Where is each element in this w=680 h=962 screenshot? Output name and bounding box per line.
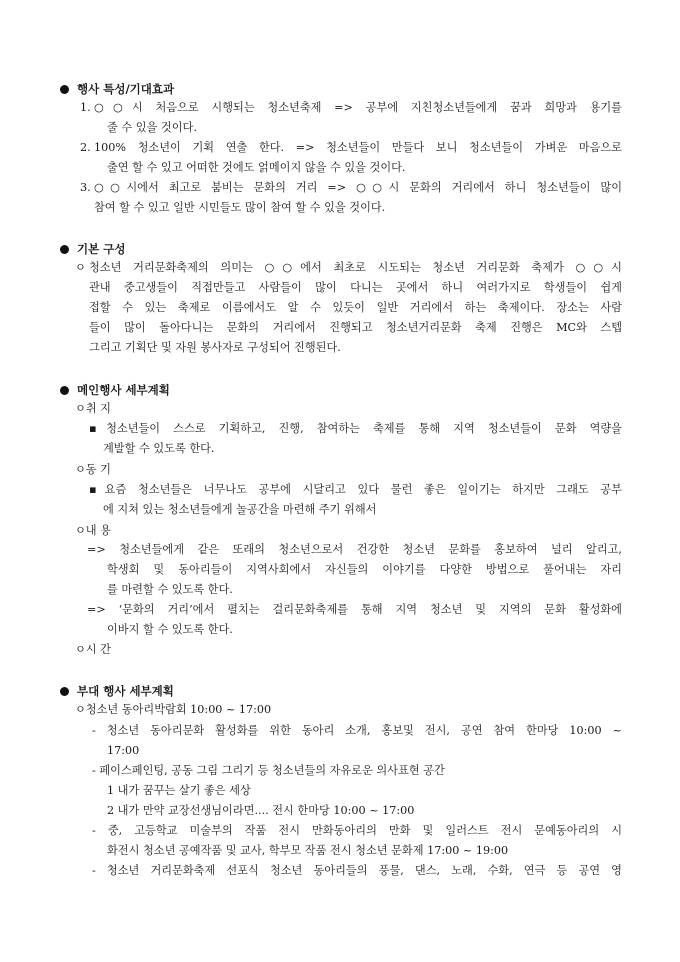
detail-line: - 중, 고등학교 미술부의 작품 전시 만화동아리의 만화 및 일러스트 전시 문예동아리의 시 — [92, 824, 622, 837]
feature-item-line: 줄 수 있을 것이다. — [107, 121, 197, 134]
circle-marker: ㅇ — [75, 261, 86, 274]
content-line: => 청소년들에게 같은 또래의 청소년으로서 건강한 청소년 문화를 홍보하여 널리 알리고, — [87, 543, 622, 556]
detail-line: - 청소년 동아리문화 활성화를 위한 동아리 소개, 홍보및 전시, 공연 참여 한마당 10:00 ~ — [92, 724, 622, 737]
feature-item-line: 참여 할 수 있고 일반 시민들도 많이 참여 할 수 있을 것이다. — [94, 201, 386, 214]
motive-label: ㅇ동 기 — [75, 463, 111, 476]
paragraph-line: 들이 많이 돌아다니는 문화의 거리에서 진행되고 청소년거리문화 축제 진행은 MC와 스텝 — [89, 321, 622, 334]
motive-line: 에 지쳐 있는 청소년들에게 놀공간을 마련해 주기 위해서 — [103, 503, 377, 516]
feature-item-line: 100% 청소년이 기획 연출 한다. => 청소년들이 만들다 보니 청소년들이 가벼운 마음으로 — [94, 141, 622, 154]
section-heading-features: 행사 특성/기대효과 — [60, 80, 174, 98]
content-line: => ‘문화의 거리’에서 펼치는 걸리문화축제를 통해 지역 청소년 및 지역의 문화 활성화에 — [87, 603, 622, 616]
content-line: 이바지 할 수 있도록 한다. — [107, 623, 233, 636]
paragraph-line: 접할 수 있는 축제로 이름에서도 알 수 있듯이 일반 거리에서 하는 축제이다. 장소는 사람 — [89, 301, 622, 314]
detail-subitem: 2 내가 만약 교장선생님이라면.... 전시 한마당 10:00 ~ 17:00 — [107, 804, 415, 817]
content-line: 를 마련할 수 있도록 한다. — [107, 583, 233, 596]
detail-line: - 청소년 거리문화축제 선포식 청소년 동아리들의 풍물, 댄스, 노래, 수화, 연극 등 공연 영 — [92, 864, 622, 877]
purpose-line: 계발할 수 있도록 한다. — [103, 442, 215, 455]
feature-item-line: ○○시에서 최고로 붐비는 문화의 거리 => ○○시 문화의 거리에서 하니 청소년들이 많이 — [94, 181, 622, 194]
section-heading-sub-event: 부대 행사 세부계획 — [60, 682, 174, 700]
time-label: ㅇ시 간 — [75, 643, 111, 656]
expo-label: ㅇ청소년 동아리박람회 10:00 ~ 17:00 — [75, 703, 272, 716]
detail-line: 화전시 청소년 공예작품 및 교사, 학부모 작품 전시 청소년 문화제 17:00 ~ 19:00 — [107, 844, 509, 857]
feature-item-line: 출연 할 수 있고 어떠한 것에도 얽메이지 않을 수 있을 것이다. — [107, 161, 406, 174]
detail-line: - 페이스페인팅, 공동 그림 그리기 등 청소년들의 자유로운 의사표현 공간 — [92, 764, 445, 777]
feature-item-number: 1. — [80, 101, 91, 114]
filled-circle-bullet-icon — [60, 245, 69, 254]
section-heading-main-event: 메인행사 세부계획 — [60, 381, 170, 399]
feature-item-number: 3. — [80, 181, 91, 194]
filled-circle-bullet-icon — [60, 386, 69, 395]
detail-subitem: 1 내가 꿈꾸는 살기 좋은 세상 — [107, 784, 251, 797]
motive-line: ▪요즘 청소년들은 너무나도 공부에 시달리고 있다 물런 좋은 일이기는 하지만 그래도 공부 — [89, 483, 622, 496]
content-label: ㅇ내 용 — [75, 524, 111, 537]
feature-item-number: 2. — [80, 141, 91, 154]
paragraph-line: 관내 중고생들이 직접만들고 사람들이 많이 다니는 곳에서 하니 여러가지로 학생들이 쉽게 — [89, 281, 622, 294]
filled-circle-bullet-icon — [60, 687, 69, 696]
section-heading-basic: 기본 구성 — [60, 240, 125, 258]
detail-line: 17:00 — [107, 744, 140, 757]
filled-circle-bullet-icon — [60, 85, 69, 94]
feature-item-line: ○○시 처음으로 시행되는 청소년축제 => 공부에 지친청소년들에게 꿈과 희망과 용기를 — [94, 101, 622, 114]
purpose-line: ▪청소년들이 스스로 기획하고, 진행, 참여하는 축제를 통해 지역 청소년들이 문화 역량을 — [89, 422, 622, 435]
purpose-label: ㅇ취 지 — [75, 402, 111, 415]
content-line: 학생회 및 동아리들이 지역사회에서 자신들의 이야기를 다양한 방법으로 풀어내는 자리 — [107, 563, 622, 576]
paragraph-line: 그리고 기획단 및 자원 봉사자로 구성되어 진행된다. — [89, 341, 341, 354]
paragraph-line: 청소년 거리문화축제의 의미는 ○○에서 최초로 시도되는 청소년 거리문화 축제가 ○○시 — [89, 261, 622, 274]
